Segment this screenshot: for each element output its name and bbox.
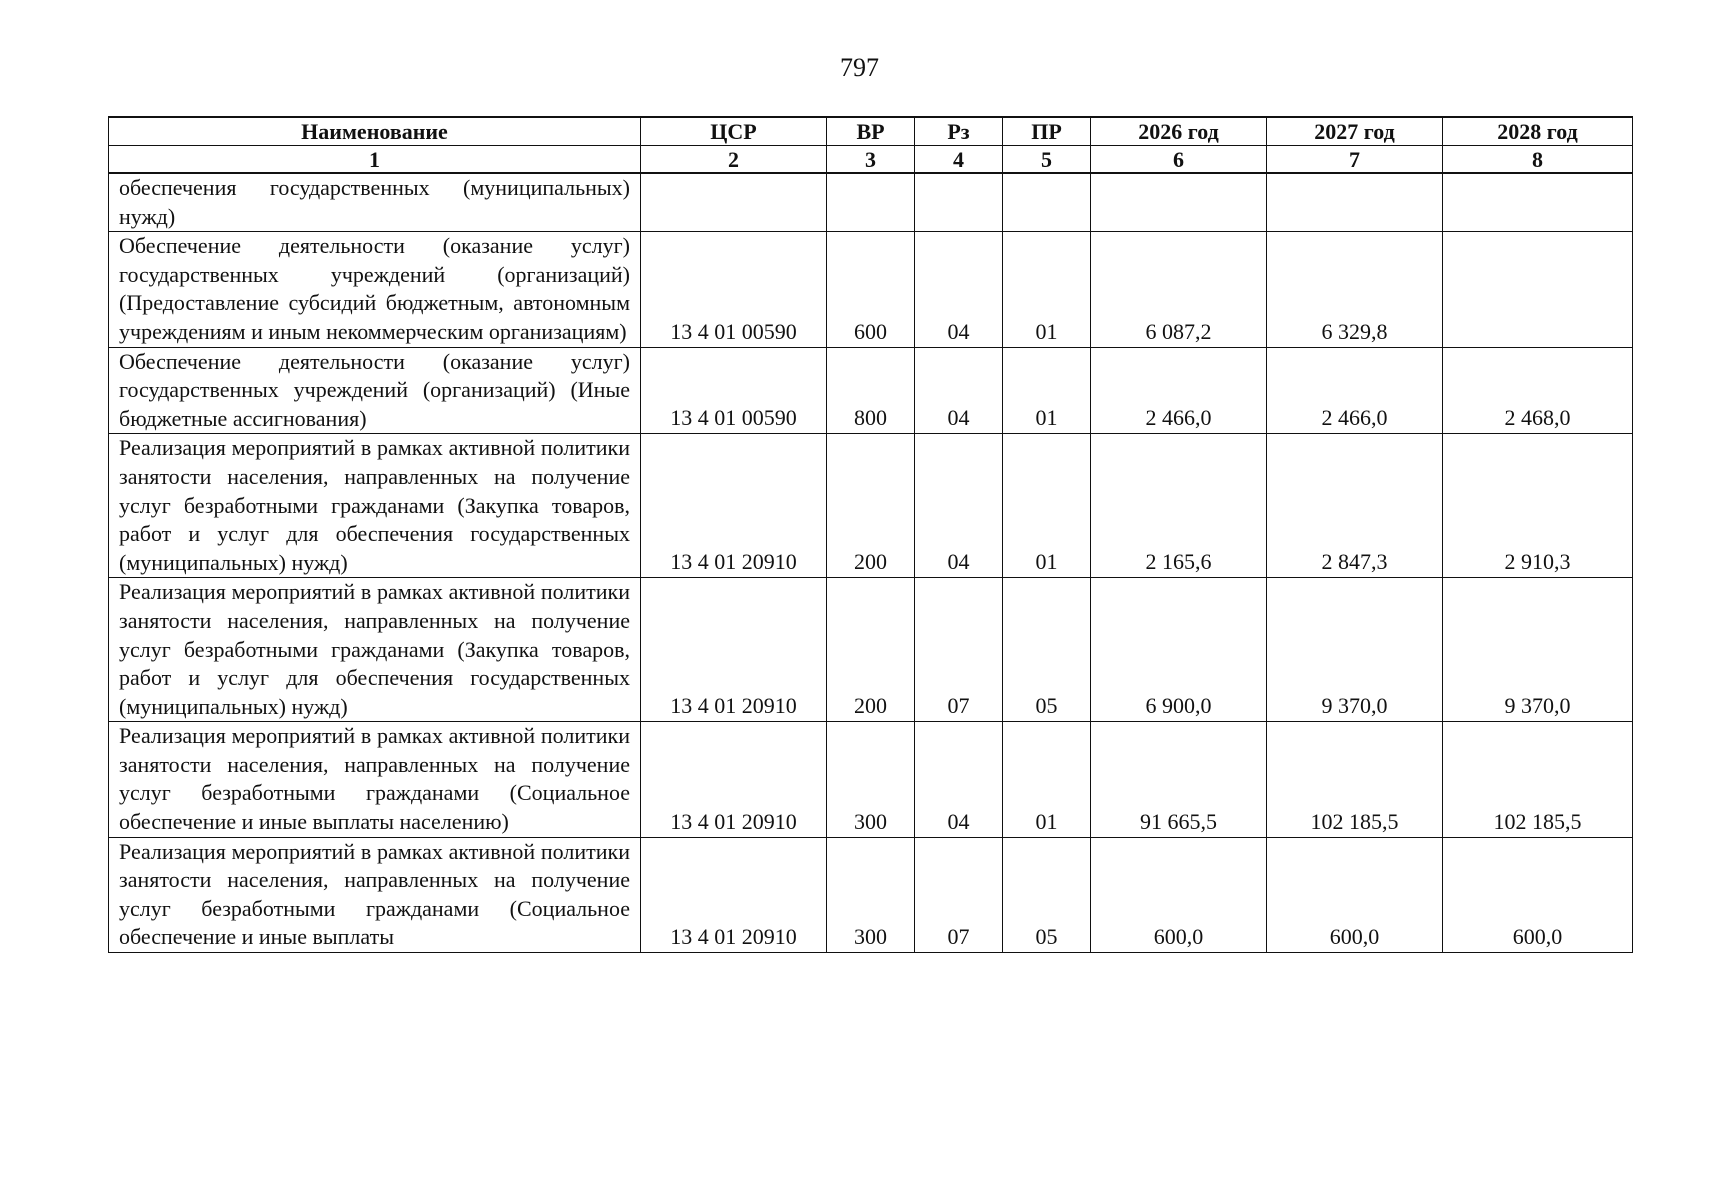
- row-2027: 2 466,0: [1267, 347, 1443, 434]
- row-2028: 2 910,3: [1443, 434, 1633, 578]
- column-number: 3: [827, 146, 915, 174]
- row-name: Реализация мероприятий в рамках активной политики занятости населения, направленных на получение услуг безработными гражданами (Социальное обеспечение и иные выплаты: [109, 837, 641, 952]
- row-pr: 01: [1003, 722, 1091, 837]
- table-row: [109, 173, 1633, 232]
- row-rz: 04: [915, 722, 1003, 837]
- page-number: 797: [840, 53, 879, 82]
- header-csr: ЦСР: [641, 117, 827, 146]
- table-body: [109, 173, 1633, 953]
- row-name: Обеспечение деятельности (оказание услуг) государственных учреждений (организаций) (Предоставление субсидий бюджетным, автономным учреждениям и иным некоммерческим организациям): [109, 232, 641, 347]
- row-2026: 91 665,5: [1091, 722, 1267, 837]
- row-csr: 13 4 01 20910: [641, 837, 827, 952]
- row-csr: 13 4 01 20910: [641, 434, 827, 578]
- row-2028: 2 468,0: [1443, 347, 1633, 434]
- table-row: [109, 434, 1633, 578]
- row-csr: 13 4 01 20910: [641, 578, 827, 722]
- row-pr: 01: [1003, 347, 1091, 434]
- row-2028: [1443, 232, 1633, 347]
- column-number: 1: [109, 146, 641, 174]
- row-pr: 05: [1003, 578, 1091, 722]
- row-csr: 13 4 01 00590: [641, 232, 827, 347]
- header-2026: 2026 год: [1091, 117, 1267, 146]
- row-rz: 07: [915, 837, 1003, 952]
- table-row: [109, 232, 1633, 347]
- row-2026: 2 466,0: [1091, 347, 1267, 434]
- row-name: Обеспечение деятельности (оказание услуг) государственных учреждений (организаций) (Иные бюджетные ассигнования): [109, 347, 641, 434]
- header-rz: Рз: [915, 117, 1003, 146]
- row-name: Реализация мероприятий в рамках активной политики занятости населения, направленных на получение услуг безработными гражданами (Социальное обеспечение и иные выплаты населению): [109, 722, 641, 837]
- row-2028: 102 185,5: [1443, 722, 1633, 837]
- row-vr: 800: [827, 347, 915, 434]
- row-pr: 01: [1003, 232, 1091, 347]
- row-2027: 2 847,3: [1267, 434, 1443, 578]
- header-row: [109, 117, 1633, 146]
- table-row: [109, 837, 1633, 952]
- column-number: 5: [1003, 146, 1091, 174]
- row-2026: 2 165,6: [1091, 434, 1267, 578]
- column-number: 2: [641, 146, 827, 174]
- row-name: обеспечения государственных (муниципальных) нужд): [109, 173, 641, 232]
- header-vr: ВР: [827, 117, 915, 146]
- header-2027: 2027 год: [1267, 117, 1443, 146]
- row-rz: 04: [915, 347, 1003, 434]
- row-2026: 6 900,0: [1091, 578, 1267, 722]
- row-vr: 200: [827, 434, 915, 578]
- column-number: 8: [1443, 146, 1633, 174]
- row-2027: [1267, 173, 1443, 232]
- row-2027: 9 370,0: [1267, 578, 1443, 722]
- row-2026: 600,0: [1091, 837, 1267, 952]
- row-2028: 600,0: [1443, 837, 1633, 952]
- table-row: [109, 722, 1633, 837]
- row-vr: 600: [827, 232, 915, 347]
- row-vr: 200: [827, 578, 915, 722]
- row-2026: [1091, 173, 1267, 232]
- row-csr: 13 4 01 00590: [641, 347, 827, 434]
- header-pr: ПР: [1003, 117, 1091, 146]
- row-vr: 300: [827, 722, 915, 837]
- row-pr: [1003, 173, 1091, 232]
- header-name: Наименование: [109, 117, 641, 146]
- table-row: [109, 578, 1633, 722]
- column-number: 6: [1091, 146, 1267, 174]
- row-rz: 04: [915, 232, 1003, 347]
- row-2028: [1443, 173, 1633, 232]
- row-2027: 600,0: [1267, 837, 1443, 952]
- row-csr: [641, 173, 827, 232]
- table-row: [109, 347, 1633, 434]
- budget-table: [108, 116, 1633, 953]
- row-pr: 01: [1003, 434, 1091, 578]
- column-number: 4: [915, 146, 1003, 174]
- row-rz: 04: [915, 434, 1003, 578]
- header-2028: 2028 год: [1443, 117, 1633, 146]
- row-2027: 6 329,8: [1267, 232, 1443, 347]
- row-2027: 102 185,5: [1267, 722, 1443, 837]
- row-name: Реализация мероприятий в рамках активной политики занятости населения, направленных на получение услуг безработными гражданами (Закупка товаров, работ и услуг для обеспечения государственных (муниципальных) нужд): [109, 434, 641, 578]
- row-rz: 07: [915, 578, 1003, 722]
- row-vr: 300: [827, 837, 915, 952]
- row-rz: [915, 173, 1003, 232]
- row-2028: 9 370,0: [1443, 578, 1633, 722]
- row-name: Реализация мероприятий в рамках активной политики занятости населения, направленных на получение услуг безработными гражданами (Закупка товаров, работ и услуг для обеспечения государственных (муниципальных) нужд): [109, 578, 641, 722]
- row-vr: [827, 173, 915, 232]
- row-csr: 13 4 01 20910: [641, 722, 827, 837]
- column-number-row: [109, 146, 1633, 174]
- row-2026: 6 087,2: [1091, 232, 1267, 347]
- column-number: 7: [1267, 146, 1443, 174]
- row-pr: 05: [1003, 837, 1091, 952]
